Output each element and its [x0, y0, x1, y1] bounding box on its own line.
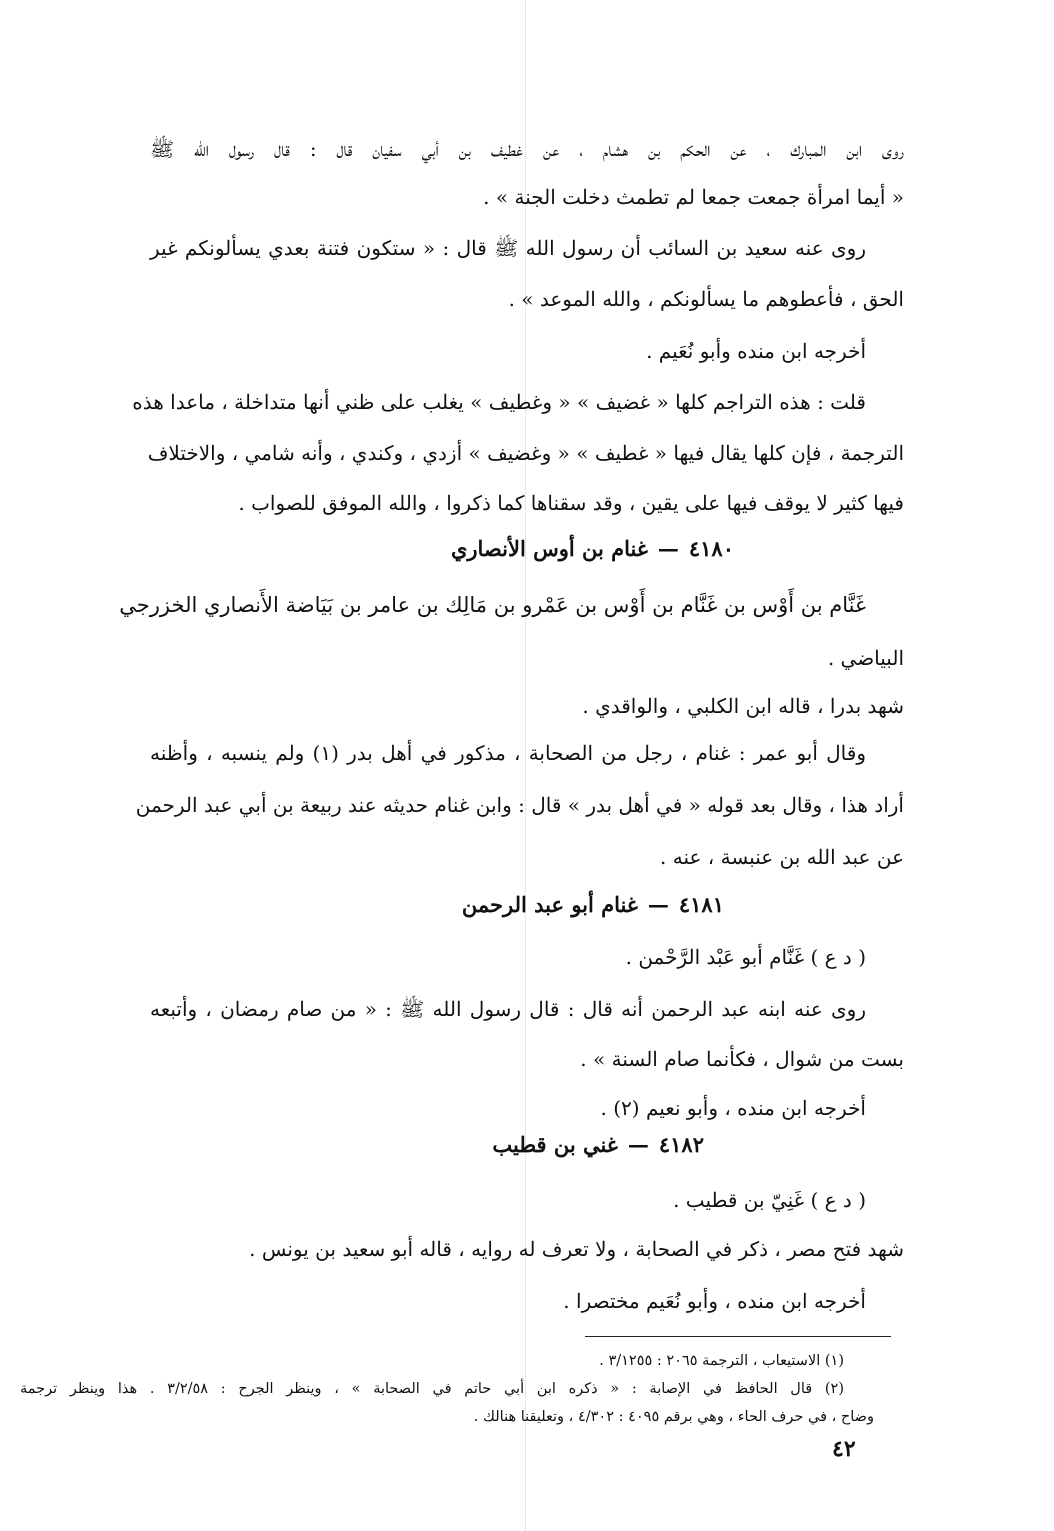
entry-dash: —: [657, 536, 679, 561]
text-line: قلت : هذه التراجم كلها « غضيف » « وغطيف » يغلب على ظني أنها متداخلة ، ماعدا هذه: [132, 390, 866, 414]
entry-title: غني بن قطيب: [492, 1132, 618, 1157]
entry-dash: —: [647, 892, 669, 917]
entry-number: ٤١٨٢: [658, 1132, 704, 1157]
footnote-divider: [585, 1336, 891, 1337]
text-line: ( د ع ) غَنِيّ بن قطيب .: [673, 1188, 866, 1212]
text-line: غَنَّام بن أَوْس بن غَنَّام بن أَوْس بن عَمْرو بن مَالِك بن عامر بن بَيَاضة الأَنصاري الخزرجي: [119, 593, 866, 617]
entry-title: غنام أبو عبد الرحمن: [461, 892, 638, 917]
entry-heading: [492, 1130, 704, 1160]
entry-number: ٤١٨١: [678, 892, 724, 917]
text-line: أخرجه ابن منده وأبو نُعَيم .: [646, 339, 866, 363]
footnote: وضاح ، في حرف الحاء ، وهي برقم ٤٠٩٥ : ٤/٣٠٢ ، وتعليقنا هنالك .: [473, 1409, 874, 1425]
text-line: الترجمة ، فإن كلها يقال فيها « غطيف » « وغضيف » أزدي ، وكندي ، وأنه شامي ، والاختلاف: [147, 441, 904, 465]
text-line: البياضي .: [827, 646, 904, 670]
page-number: ٤٢: [832, 1436, 856, 1462]
text-line: عن عبد الله بن عنبسة ، عنه .: [660, 845, 904, 869]
text-line: أخرجه ابن منده ، وأبو نعيم (٢) .: [600, 1096, 866, 1120]
text-line: روى ابن المبارك ، عن الحكم بن هشام ، عن غطيف بن أبي سفيان قال : قال رسول الله ﷺ: [150, 137, 904, 161]
text-line: « أيما امرأة جمعت جمعا لم تطمث دخلت الجنة » .: [483, 185, 904, 209]
text-line: شهد بدرا ، قاله ابن الكلبي ، والواقدي .: [582, 694, 904, 718]
footnote: (١) الاستيعاب ، الترجمة ٢٠٦٥ : ٣/١٢٥٥ .: [599, 1353, 844, 1369]
text-line: أخرجه ابن منده ، وأبو نُعَيم مختصرا .: [563, 1289, 866, 1313]
text-line: الحق ، فأعطوهم ما يسألونكم ، والله الموعد » .: [508, 287, 904, 311]
text-line: روى عنه ابنه عبد الرحمن أنه قال : قال رسول الله ﷺ : « من صام رمضان ، وأتبعه: [150, 997, 866, 1021]
entry-dash: —: [627, 1132, 649, 1157]
footnote: (٢) قال الحافظ في الإصابة : « ذكره ابن أبي حاتم في الصحابة » ، وينظر الجرح : ٣/٢/٥٨ . هذا وينظر ترجمة: [20, 1381, 844, 1397]
text-line: ( د ع ) غَنَّام أبو عَبْد الرَّحْمن .: [625, 945, 866, 969]
text-line: روى عنه سعيد بن السائب أن رسول الله ﷺ قال : « ستكون فتنة بعدي يسألونكم غير: [150, 236, 866, 260]
entry-number: ٤١٨٠: [688, 536, 734, 561]
text-line: أراد هذا ، وقال بعد قوله « في أهل بدر » قال : وابن غنام حديثه عند ربيعة بن أبي عبد الرحمن: [135, 793, 904, 817]
entry-heading: [451, 534, 734, 564]
text-line: وقال أبو عمر : غنام ، رجل من الصحابة ، مذكور في أهل بدر (١) ولم ينسبه ، وأظنه: [150, 741, 866, 765]
text-line: فيها كثير لا يوقف فيها على يقين ، وقد سقناها كما ذكروا ، والله الموفق للصواب .: [238, 491, 904, 515]
entry-heading: [462, 890, 724, 920]
entry-title: غنام بن أوس الأنصاري: [450, 536, 648, 561]
text-line: بست من شوال ، فكأنما صام السنة » .: [580, 1047, 904, 1071]
text-line: شهد فتح مصر ، ذكر في الصحابة ، ولا تعرف له روايه ، قاله أبو سعيد بن يونس .: [249, 1237, 904, 1261]
